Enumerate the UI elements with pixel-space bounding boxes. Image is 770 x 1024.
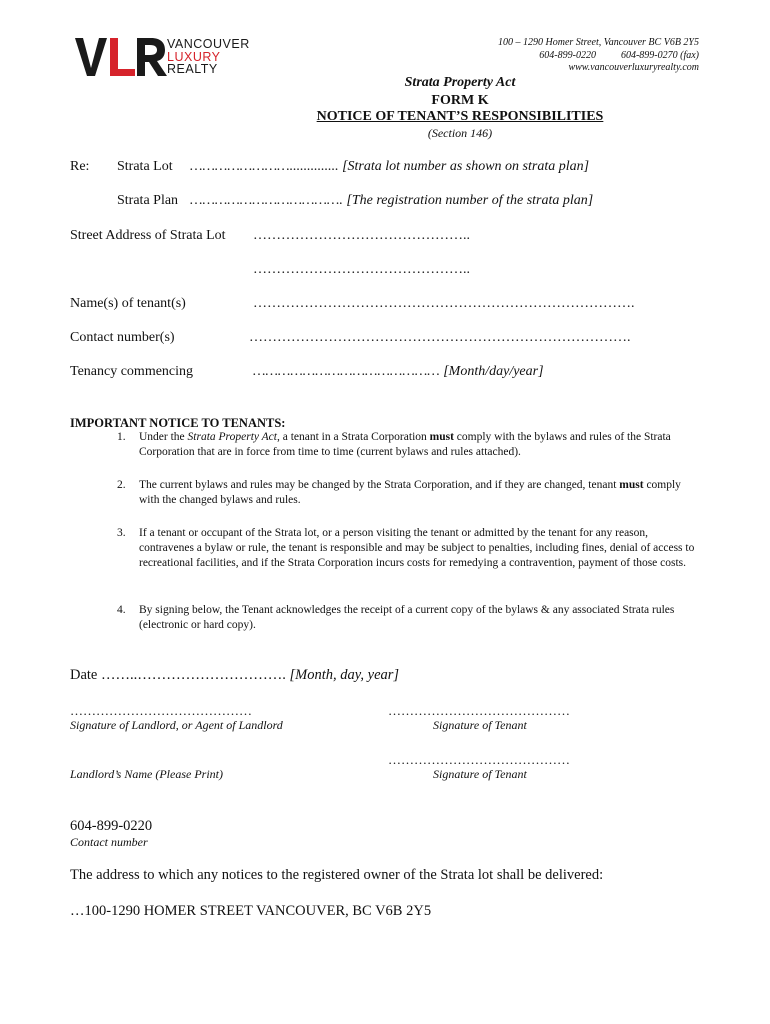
text-run: comply with the bylaws and rules of the Strata Corporation that are in force from time to time (current bylaws and rules attached). [139,431,671,458]
landlord-signature-line[interactable]: …………………………………… [70,703,252,718]
contact-field[interactable]: ………………………………………………………………………. [249,330,631,345]
strata-lot-label: Strata Lot [117,159,173,174]
notice-item-number: 1. [117,431,126,443]
tenancy-value: ……………………………………… [Month/day/year] [253,364,544,379]
re-label: Re: [70,159,90,174]
notice-item-text [139,478,699,508]
strata-plan-value: ………………………………. [The registration number of the strata plan] [190,193,594,208]
notice-item-number: 2. [117,479,126,491]
notice-item-1 [117,430,707,462]
notice-item-text: By signing below, the Tenant acknowledges the receipt of a current copy of the bylaws & any associated Strata rules (electronic or hard copy). [139,604,675,631]
tenants-label: Name(s) of tenant(s) [70,296,186,311]
logo-word-vancouver: VANCOUVER [167,37,250,51]
company-logo [75,34,255,80]
strata-plan-label: Strata Plan [117,193,179,208]
logo-word-realty: REALTY [167,62,218,76]
notice-item-text [139,430,699,460]
notice-item-text: If a tenant or occupant of the Strata lot, or a person visiting the tenant or admitted by the tenant for any reason, contravenes a bylaw or rule, the tenant is responsible and may be subject to penalties, including fines, denial of access to recreational facilities, and if the Strata Corporation incurs costs for remedying a contravention, payment of those costs. [139,527,695,569]
date-field[interactable] [70,667,399,684]
contact-phone: 604-899-0220 [70,818,153,834]
tenant-signature-line-2[interactable]: …………………………………… [388,752,570,767]
logo-word-luxury: LUXURY [167,49,221,64]
notice-address-value: …100-1290 HOMER STREET VANCOUVER, BC V6B 2Y5 [70,903,432,919]
notice-item-number: 3. [117,527,126,539]
emphasis-must: must [429,431,454,443]
section-ref: (Section 146) [427,126,493,140]
street-address-field-2[interactable]: ……………………………………….. [253,262,470,277]
emphasis-must: must [619,479,644,491]
notice-item-number: 4. [117,604,126,616]
notice-item-3 [117,526,707,588]
strata-plan-field[interactable] [190,193,593,209]
contact-label: Contact number(s) [70,330,175,345]
strata-lot-field[interactable] [190,159,589,175]
company-website: www.vancouverluxuryrealty.com [568,62,699,73]
notice-title: NOTICE OF TENANT’S RESPONSIBILITIES [316,109,604,124]
street-address-label: Street Address of Strata Lot [70,228,226,243]
notice-item-4 [117,603,707,635]
text-run: , a tenant in a Strata Corporation [276,431,430,443]
company-address: 100 – 1290 Homer Street, Vancouver BC V6B 2Y5 [498,37,699,48]
notice-heading: IMPORTANT NOTICE TO TENANTS: [70,416,286,430]
logo-wordmark [167,38,250,76]
tenants-field[interactable]: ………………………………………………………………………. [253,296,635,311]
street-address-field-1[interactable]: ……………………………………….. [253,228,470,243]
date-label: Date [70,667,98,683]
contact-phone-label: Contact number [70,835,148,849]
company-contact [498,37,699,75]
notice-item-2 [117,478,707,510]
form-title: FORM K [431,93,489,108]
vlr-logo-mark [75,34,167,80]
text-run: comply with the changed bylaws and rules. [139,479,681,506]
act-name: Strata Property Act [187,431,277,443]
text-run: Under the [139,431,188,443]
tenant-signature-label-2: Signature of Tenant [433,767,527,781]
date-hint: [Month, day, year] [289,667,400,683]
landlord-signature-label: Signature of Landlord, or Agent of Landlord [70,718,283,732]
tenant-signature-label-1: Signature of Tenant [433,718,527,732]
tenant-signature-line-1[interactable]: …………………………………… [388,703,570,718]
notice-address-statement: The address to which any notices to the registered owner of the Strata lot shall be delivered: [70,867,604,883]
tenancy-field[interactable] [253,364,544,380]
tenancy-label: Tenancy commencing [70,364,194,379]
landlord-name-label: Landlord’s Name (Please Print) [70,767,223,781]
act-title: Strata Property Act [404,75,516,90]
company-phone-fax: 604-899-0220 604-899-0270 (fax) [539,49,699,61]
text-run: The current bylaws and rules may be changed by the Strata Corporation, and if they are changed, tenant [139,479,620,491]
strata-lot-value: …………………….............. [Strata lot number as shown on strata plan] [190,159,590,174]
date-dots: ……..…………………………. [101,667,286,683]
